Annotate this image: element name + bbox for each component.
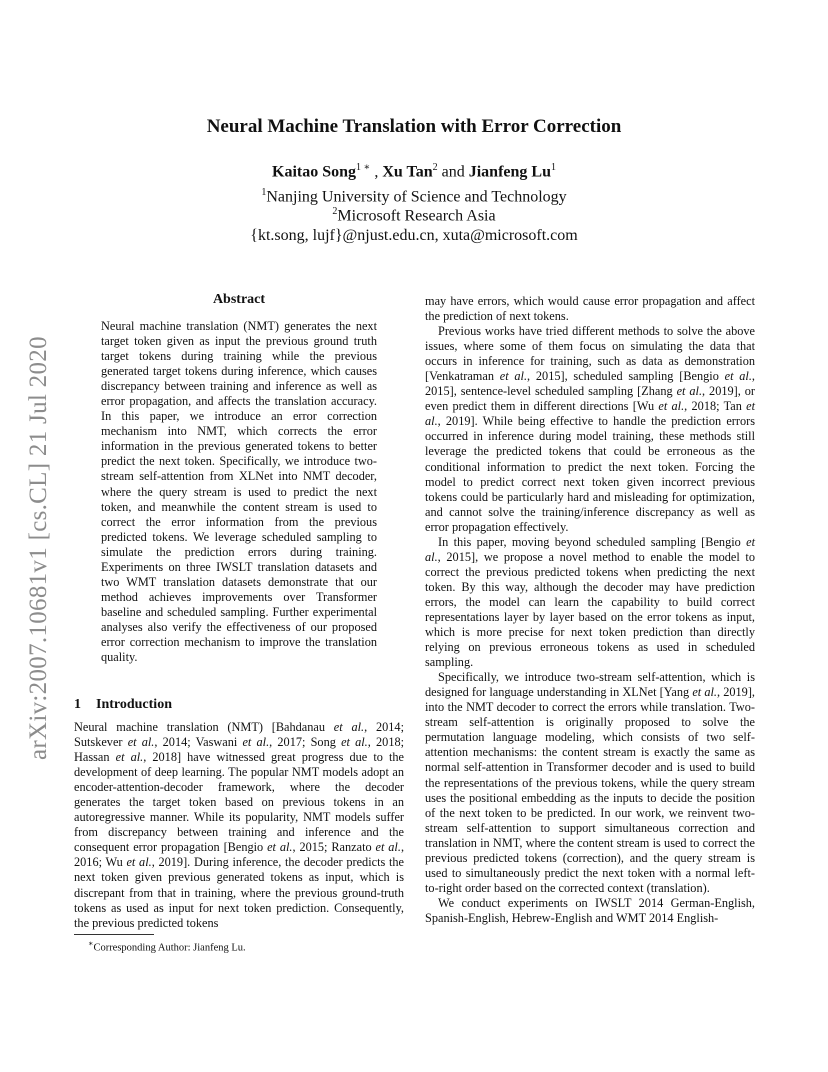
footnote-mark: ∗ bbox=[88, 939, 94, 948]
author-superscript: 2 bbox=[432, 162, 438, 173]
paper-title: Neural Machine Translation with Error Correction bbox=[206, 116, 622, 137]
emphasis-run: et al. bbox=[267, 840, 293, 855]
affiliation-1 bbox=[120, 187, 708, 206]
affiliation-2 bbox=[120, 206, 708, 225]
author-name: Jianfeng Lu bbox=[468, 163, 551, 181]
affiliation-name: Microsoft Research Asia bbox=[337, 207, 496, 225]
text-run: Neural machine translation (NMT) [Bahdanau bbox=[74, 720, 334, 734]
author-separator: and bbox=[437, 163, 469, 181]
body-paragraph-previous-works bbox=[425, 324, 755, 535]
emphasis-run: et al. bbox=[499, 369, 528, 384]
affiliation-superscript: 2 bbox=[332, 206, 338, 217]
author-separator: , bbox=[370, 163, 383, 181]
emphasis-run: et al. bbox=[375, 840, 401, 855]
body-paragraph-continuation: may have errors, which would cause error propagation and affect the prediction of next tokens. bbox=[425, 294, 755, 324]
arxiv-identifier: arXiv:2007.10681v1 [cs.CL] 21 Jul 2020 bbox=[25, 336, 52, 760]
author-name: Xu Tan bbox=[382, 163, 433, 181]
emphasis-run: et al. bbox=[692, 685, 718, 700]
emphasis-run: et al. bbox=[658, 399, 685, 414]
emphasis-run: et al. bbox=[242, 735, 270, 750]
left-column-body bbox=[74, 720, 404, 931]
text-run: , 2015], scheduled sampling [Bengio bbox=[527, 369, 725, 384]
affiliation-name: Nanjing University of Science and Technology bbox=[266, 188, 567, 206]
text-run: Specifically, we introduce two-stream self-attention, which is designed for language understanding in XLNet [Yang bbox=[425, 670, 755, 700]
section-number: 1 bbox=[74, 697, 81, 712]
intro-paragraph-1 bbox=[74, 720, 404, 931]
text-run: , 2019]. While being effective to handle the prediction errors occurred in inference during model training, these methods still leverage the predicted tokens that could be erroneous as the conditional information to predict the next token. Forcing the model to predict correct next token given incorrect previous tokens could be particularly hard and misleading for optimization, and cannot solve the training/inference discrepancy as well as error propagation effectively. bbox=[425, 414, 755, 534]
emphasis-run: et al. bbox=[341, 735, 368, 750]
text-run: , 2014; Vaswani bbox=[154, 735, 243, 750]
text-run: , 2019], or even predict them in different directions [Wu bbox=[425, 384, 755, 414]
text-run: , 2018] have witnessed great progress due to the development of deep learning. The popular NMT models adopt an encoder-attention-decoder framework, where the decoder generates the target token based on previous tokens in an autoregressive manner. While its popularity, NMT models suffer from discrepancy between training and inference and the consequent error propagation [Bengio bbox=[74, 750, 404, 855]
body-paragraph-two-stream bbox=[425, 670, 755, 896]
emphasis-run: et al. bbox=[425, 399, 755, 429]
abstract-heading: Abstract bbox=[212, 292, 266, 307]
author-superscript: 1 bbox=[550, 162, 556, 173]
body-paragraph-experiments: We conduct experiments on IWSLT 2014 German-English, Spanish-English, Hebrew-English and WMT 2014 English- bbox=[425, 895, 755, 925]
text-run: , 2018; Hassan bbox=[74, 735, 405, 765]
section-title: Introduction bbox=[96, 697, 172, 712]
text-run: , 2015; Ranzato bbox=[292, 840, 376, 855]
emphasis-run: et al. bbox=[425, 534, 755, 564]
footnote bbox=[88, 939, 246, 954]
text-run: , 2015], sentence-level scheduled sampling [Zhang bbox=[425, 369, 755, 399]
text-run: Previous works have tried different methods to solve the above issues, where some of them focus on simulating the data that occurs in inference for training, such as data as demonstration [Venkatraman bbox=[425, 324, 755, 384]
emphasis-run: et al. bbox=[724, 369, 752, 384]
text-run: , 2017; Song bbox=[269, 735, 342, 750]
text-run: In this paper, moving beyond scheduled sampling [Bengio bbox=[438, 534, 747, 549]
emphasis-run: et al. bbox=[333, 720, 365, 734]
text-run: , 2019], into the NMT decoder to correct the errors while translation. Two-stream self-attention is originally proposed to solve the permutation language modeling, which consists of two self-attention mechanisms: the content stream is exactly the same as normal self-attention in Transformer decoder and is used to build the representations of the previous tokens, while the query stream uses the positional embedding as the inputs to decide the position of the next token to be predicted. In our work, we reinvent two-stream self-attention to support simultaneous correction and translation in NMT, where the content stream is used to correct the previous predicted tokens (correction), and the query stream is used to simultaneously predict the next token with a normal left-to-right order based on the corrected context (translation). bbox=[425, 685, 755, 895]
footnote-divider bbox=[74, 934, 154, 935]
emphasis-run: et al. bbox=[127, 735, 155, 750]
text-run: , 2015], we propose a novel method to enable the model to correct the previous predicted tokens when predicting the next token. By this way, although the decoder may have prediction errors, the model can learn the capability to build correct representations layer by layer based on the error tokens as input, which is more precise for next token prediction than directly relying on previous erroneous tokens as used in scheduled sampling. bbox=[425, 549, 755, 670]
text-run: , 2014; Sutskever bbox=[74, 720, 404, 750]
author-list bbox=[120, 162, 708, 181]
emphasis-run: et al. bbox=[676, 384, 703, 399]
text-run: , 2018; Tan bbox=[684, 399, 747, 414]
abstract-text: Neural machine translation (NMT) generates the next target token given as input the previous ground truth target tokens during training while the previous generated target tokens during inference, which causes discrepancy between training and inference as well as error propagation, and affects the translation accuracy. In this paper, we introduce an error correction mechanism into NMT, which corrects the error information in the previous generated tokens to better predict the next token. Specifically, we introduce two-stream self-attention from XLNet into NMT decoder, where the query stream is used to predict the next token, and meanwhile the content stream is used to correct the error information from the previous predicted tokens. We leverage scheduled sampling to simulate the prediction errors during training. Experiments on three IWSLT translation datasets and two WMT translation datasets demonstrate that our method achieves improvements over Transformer baseline and scheduled sampling. Further experimental analyses also verify the effectiveness of our proposed error correction mechanism to improve the translation quality. bbox=[101, 319, 377, 665]
text-run: , 2019]. During inference, the decoder predicts the next token given previous generated tokens as input, which is discrepant from that in training, where the previous ground-truth tokens as used as input for next token prediction. Consequently, the previous predicted tokens bbox=[74, 855, 405, 930]
author-superscript: 1 ∗ bbox=[356, 162, 371, 173]
footnote-text: Corresponding Author: Jianfeng Lu. bbox=[93, 942, 246, 954]
right-column-body bbox=[425, 294, 755, 926]
body-paragraph-proposal bbox=[425, 535, 755, 670]
text-run: , 2016; Wu bbox=[74, 840, 405, 870]
emphasis-run: et al. bbox=[115, 750, 144, 765]
emphasis-run: et al. bbox=[126, 855, 152, 870]
arxiv-stamp bbox=[22, 295, 56, 760]
affiliation-superscript: 1 bbox=[261, 187, 267, 198]
section-heading-introduction bbox=[74, 697, 172, 713]
author-name: Kaitao Song bbox=[272, 163, 357, 181]
author-emails: {kt.song, lujf}@njust.edu.cn, xuta@microsoft.com bbox=[250, 227, 578, 244]
